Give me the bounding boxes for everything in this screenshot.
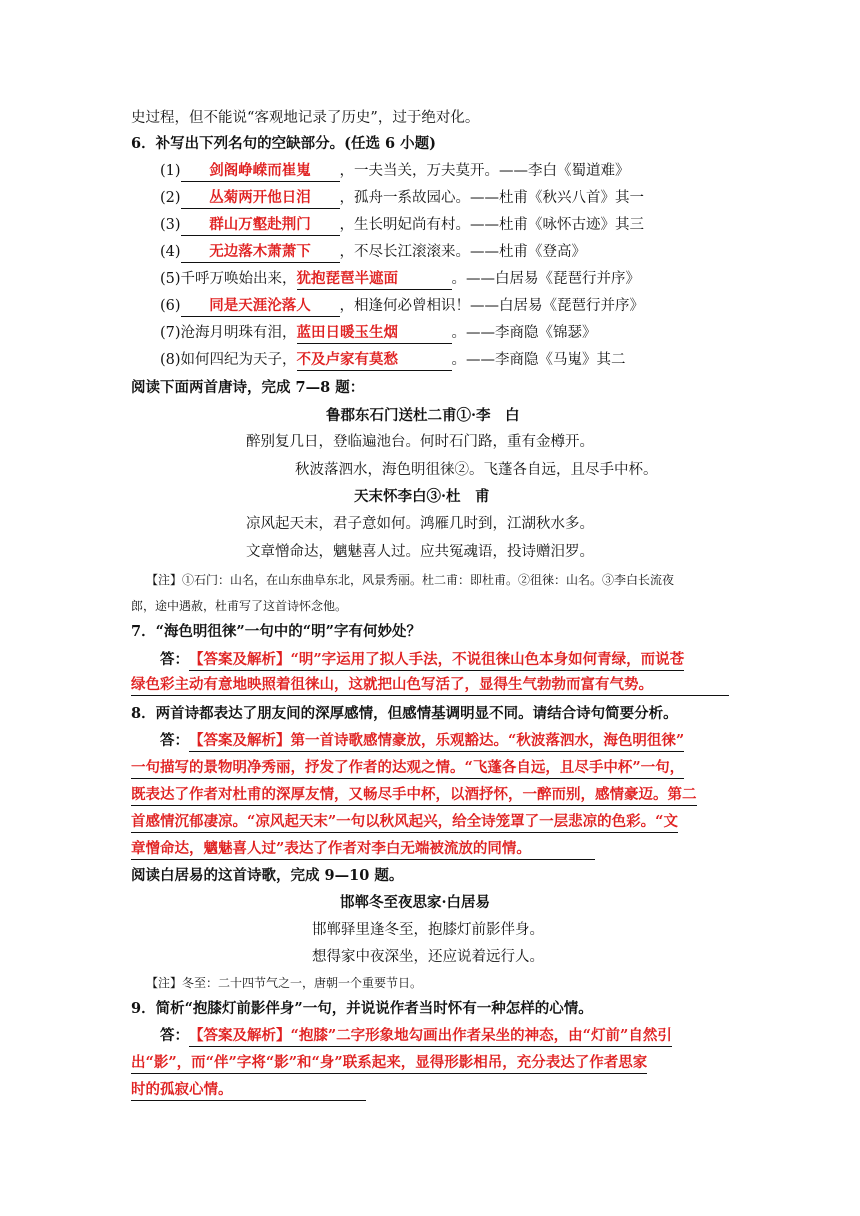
- blank-answer: 不及卢家有莫愁: [297, 350, 452, 371]
- blank-answer: 无边落木萧萧下: [181, 242, 340, 263]
- item-number: (2): [160, 190, 181, 206]
- item-text: 。——李商隐《锦瑟》: [451, 325, 597, 341]
- reading-instruction-7-8: 阅读下面两首唐诗，完成 7—8 题：: [131, 379, 365, 396]
- item-number: (4): [160, 244, 181, 260]
- q8-answer-line-2: [131, 758, 684, 779]
- q6-item-6: [160, 296, 644, 317]
- reading-instruction-9-10: 阅读白居易的这首诗歌，完成 9—10 题。: [131, 867, 404, 884]
- q8-answer-line-5: [131, 839, 595, 860]
- answer-text: 【答案及解析】“明”字运用了拟人手法，不说徂徕山色本身如何青绿，而说苍: [189, 650, 684, 671]
- poem2-line-1: 凉风起天末，君子意如何。鸿雁几时到，江湖秋水多。: [246, 516, 594, 532]
- q6-item-5: [160, 269, 640, 290]
- answer-label: 答：: [160, 1027, 189, 1044]
- item-text: ，相逢何必曾相识！——白居易《琵琶行并序》: [339, 298, 645, 314]
- item-number: (5): [160, 271, 181, 287]
- q9-answer-line-2: [131, 1053, 647, 1074]
- item-number: (1): [160, 163, 181, 179]
- item-pre: 如何四纪为天子，: [180, 352, 297, 368]
- answer-text: 出“影”，而“伴”字将“影”和“身”联系起来，显得形影相吊，充分表达了作者思家: [131, 1053, 647, 1074]
- answer-text: 【答案及解析】“抱膝”二字形象地勾画出作者呆坐的神态，由“灯前”自然引: [189, 1026, 672, 1047]
- item-number: (8): [160, 352, 181, 368]
- answer-text: 【答案及解析】第一首诗歌感情豪放，乐观豁达。“秋波落泗水，海色明徂徕”: [189, 731, 684, 752]
- poem2-line-2: 文章憎命达，魑魅喜人过。应共冤魂语，投诗赠汨罗。: [246, 544, 594, 560]
- q8-answer-line-4: [131, 812, 678, 833]
- answer-text: 绿色彩主动有意地映照着徂徕山，这就把山色写活了，显得生气勃勃而富有气势。: [131, 675, 729, 696]
- answer-label: 答：: [160, 651, 189, 668]
- poem3-line-1: 邯郸驿里逢冬至，抱膝灯前影伴身。: [312, 922, 544, 938]
- poem3-line-2: 想得家中夜深坐，还应说着远行人。: [312, 949, 544, 965]
- poem1-title: 鲁郡东石门送杜二甫①·李 白: [326, 407, 520, 424]
- q6-item-3: [160, 215, 644, 236]
- blank-answer: 同是天涯沦落人: [181, 296, 340, 317]
- item-number: (7): [160, 325, 181, 341]
- note-9-10: 【注】冬至：二十四节气之一，唐朝一个重要节日。: [146, 976, 423, 990]
- item-text: ，一夫当关，万夫莫开。——李白《蜀道难》: [339, 163, 630, 179]
- note-7-8-a: 【注】①石门：山名，在山东曲阜东北，风景秀丽。杜二甫：即杜甫。②徂徕：山名。③李白长流夜: [146, 573, 675, 587]
- q7-title: 7．“海色明徂徕”一句中的“明”字有何妙处？: [131, 623, 421, 640]
- item-text: 。——白居易《琵琶行并序》: [451, 271, 641, 287]
- q8-answer-line-1: [160, 731, 684, 752]
- poem1-line-2: 秋波落泗水，海色明徂徕②。飞蓬各自远，且尽手中杯。: [295, 462, 658, 478]
- answer-text: 一句描写的景物明净秀丽，抒发了作者的达观之情。“飞蓬各自远，且尽手中杯”一句，: [131, 758, 684, 779]
- blank-answer: 蓝田日暖玉生烟: [297, 323, 452, 344]
- q6-item-2: [160, 188, 644, 209]
- answer-text: 首感情沉郁凄凉。“凉风起天末”一句以秋风起兴，给全诗笼罩了一层悲凉的色彩。“文: [131, 812, 678, 833]
- blank-answer: 剑阁峥嵘而崔嵬: [181, 161, 340, 182]
- item-pre: 沧海月明珠有泪，: [180, 325, 297, 341]
- q9-answer-line-1: [160, 1026, 672, 1047]
- q9-title: 9．简析“抱膝灯前影伴身”一句，并说说作者当时怀有一种怎样的心情。: [131, 1000, 593, 1017]
- answer-text: 既表达了作者对杜甫的深厚友情，又畅尽手中杯，以酒抒怀，一醉而别，感情豪迈。第二: [131, 785, 697, 806]
- item-text: ，不尽长江滚滚来。——杜甫《登高》: [339, 244, 587, 260]
- poem1-line-1: 醉别复几日，登临遍池台。何时石门路，重有金樽开。: [246, 434, 594, 450]
- blank-answer: 群山万壑赴荆门: [181, 215, 340, 236]
- answer-text: 时的孤寂心情。: [131, 1080, 366, 1101]
- poem3-title: 邯郸冬至夜思家·白居易: [340, 894, 491, 911]
- q6-item-4: [160, 242, 586, 263]
- blank-answer: 丛菊两开他日泪: [181, 188, 340, 209]
- q6-item-7: [160, 323, 597, 344]
- q9-answer-line-3: [131, 1080, 366, 1101]
- note-7-8-b: 郎，途中遇赦，杜甫写了这首诗怀念他。: [131, 599, 348, 613]
- q7-answer-line-1: [160, 650, 684, 671]
- q6-title: 6．补写出下列名句的空缺部分。(任选 6 小题): [131, 135, 436, 152]
- q7-answer-line-2: [131, 675, 729, 696]
- q6-item-1: [160, 161, 630, 182]
- answer-text: 章憎命达，魑魅喜人过”表达了作者对李白无端被流放的同情。: [131, 839, 595, 860]
- blank-answer: 犹抱琵琶半遮面: [297, 269, 452, 290]
- poem2-title: 天末怀李白③·杜 甫: [354, 488, 490, 505]
- item-text: ，生长明妃尚有村。——杜甫《咏怀古迹》其三: [339, 217, 645, 233]
- item-text: ，孤舟一系故园心。——杜甫《秋兴八首》其一: [339, 190, 645, 206]
- item-number: (6): [160, 298, 181, 314]
- item-text: 。——李商隐《马嵬》其二: [451, 352, 626, 368]
- q6-item-8: [160, 350, 626, 371]
- q8-answer-line-3: [131, 785, 697, 806]
- item-number: (3): [160, 217, 181, 233]
- answer-label: 答：: [160, 732, 189, 749]
- q8-title: 8．两首诗都表达了朋友间的深厚感情，但感情基调明显不同。请结合诗句简要分析。: [131, 705, 678, 722]
- intro-line: 史过程，但不能说“客观地记录了历史”，过于绝对化。: [131, 110, 480, 126]
- item-pre: 千呼万唤始出来，: [180, 271, 297, 287]
